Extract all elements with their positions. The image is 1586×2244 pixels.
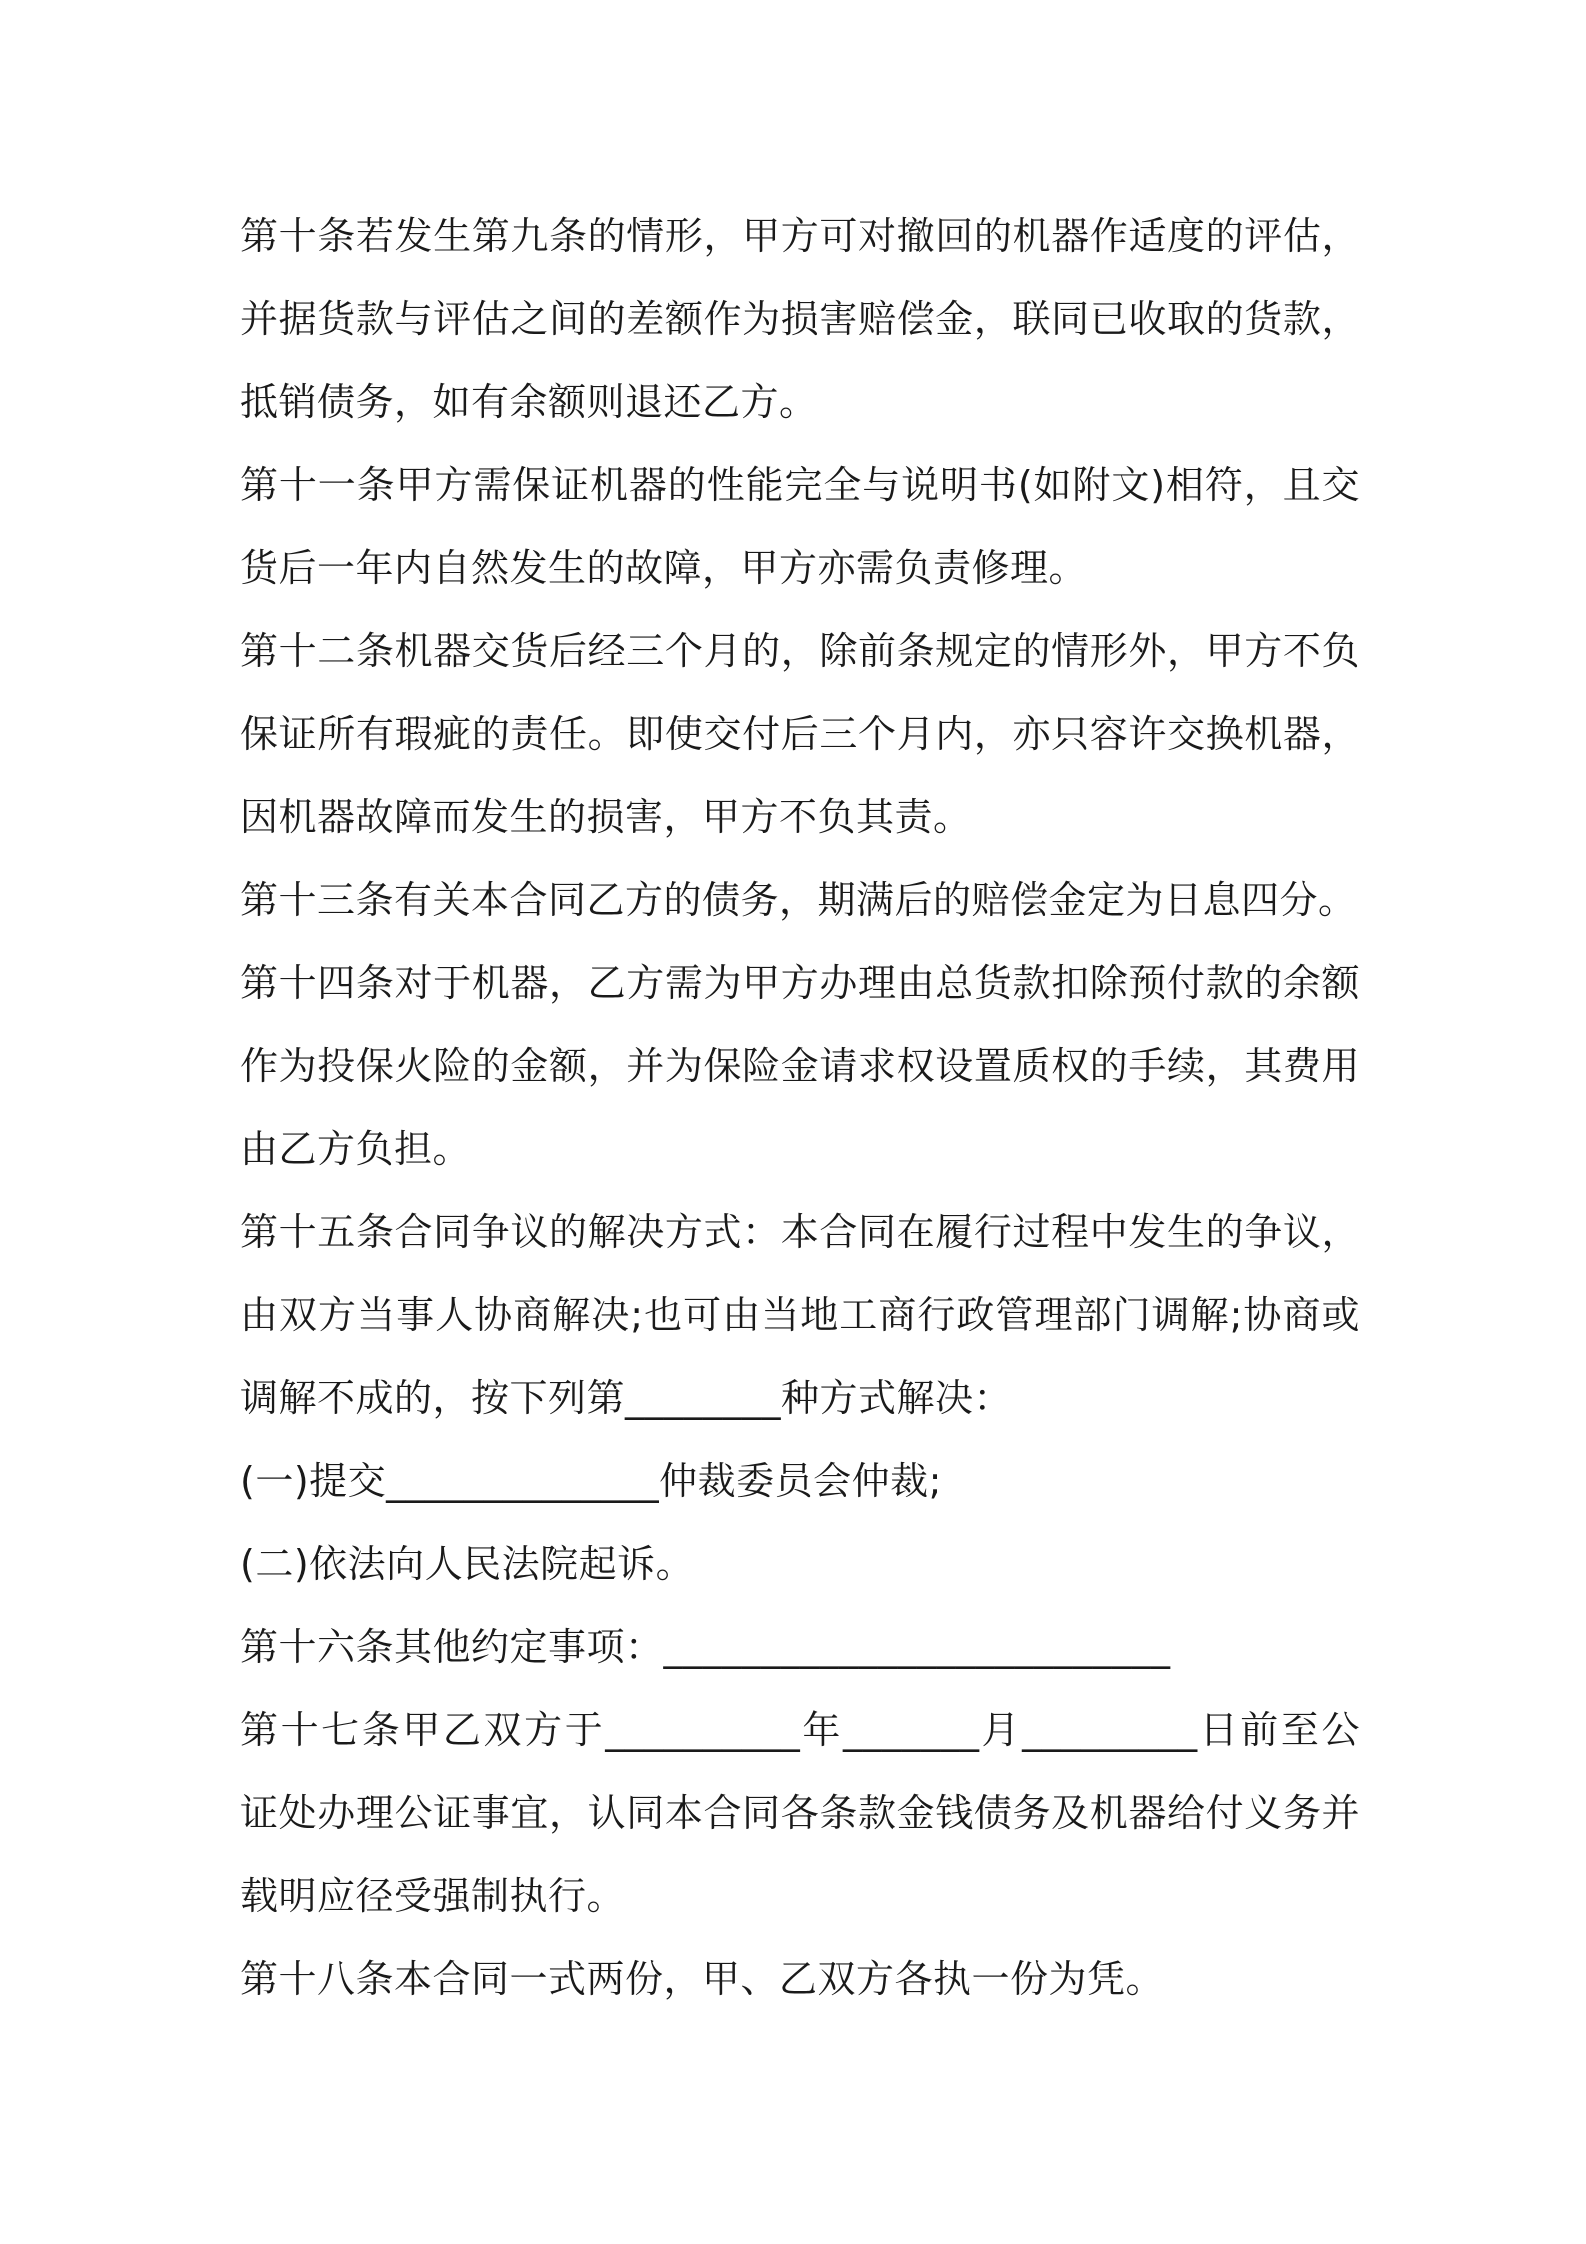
clause-14: 第十四条对于机器，乙方需为甲方办理由总货款扣除预付款的余额作为投保火险的金额，并为保险金请求权设置质权的手续，其费用由乙方负担。 (240, 961, 1360, 1171)
clause-10: 第十条若发生第九条的情形，甲方可对撤回的机器作适度的评估，并据货款与评估之间的差额作为损害赔偿金，联同已收取的货款，抵销债务，如有余额则退还乙方。 (240, 214, 1360, 424)
clause-18: 第十八条本合同一式两份，甲、乙双方各执一份为凭。 (240, 1957, 1165, 2001)
clause-17: 第十七条甲乙双方于__________年_______月_________日前至公证处办理公证事宜，认同本合同各条款金钱债务及机器给付义务并载明应径受强制执行。 (240, 1708, 1360, 1918)
clause-11: 第十一条甲方需保证机器的性能完全与说明书(如附文)相符，且交货后一年内自然发生的故障，甲方亦需负责修理。 (240, 463, 1360, 590)
document-page (240, 195, 1360, 2021)
clause-12: 第十二条机器交货后经三个月的，除前条规定的情形外，甲方不负保证所有瑕疵的责任。即使交付后三个月内，亦只容许交换机器，因机器故障而发生的损害，甲方不负其责。 (240, 629, 1360, 839)
clause-16: 第十六条其他约定事项：__________________________ (240, 1625, 1171, 1669)
clause-15-option-2: (二)依法向人民法院起诉。 (240, 1542, 695, 1586)
clause-15: 第十五条合同争议的解决方式：本合同在履行过程中发生的争议，由双方当事人协商解决;也可由当地工商行政管理部门调解;协商或调解不成的，按下列第________种方式解决： (240, 1210, 1360, 1420)
clause-13: 第十三条有关本合同乙方的债务，期满后的赔偿金定为日息四分。 (240, 878, 1357, 922)
clause-15-option-1: (一)提交______________仲裁委员会仲裁; (240, 1459, 942, 1503)
